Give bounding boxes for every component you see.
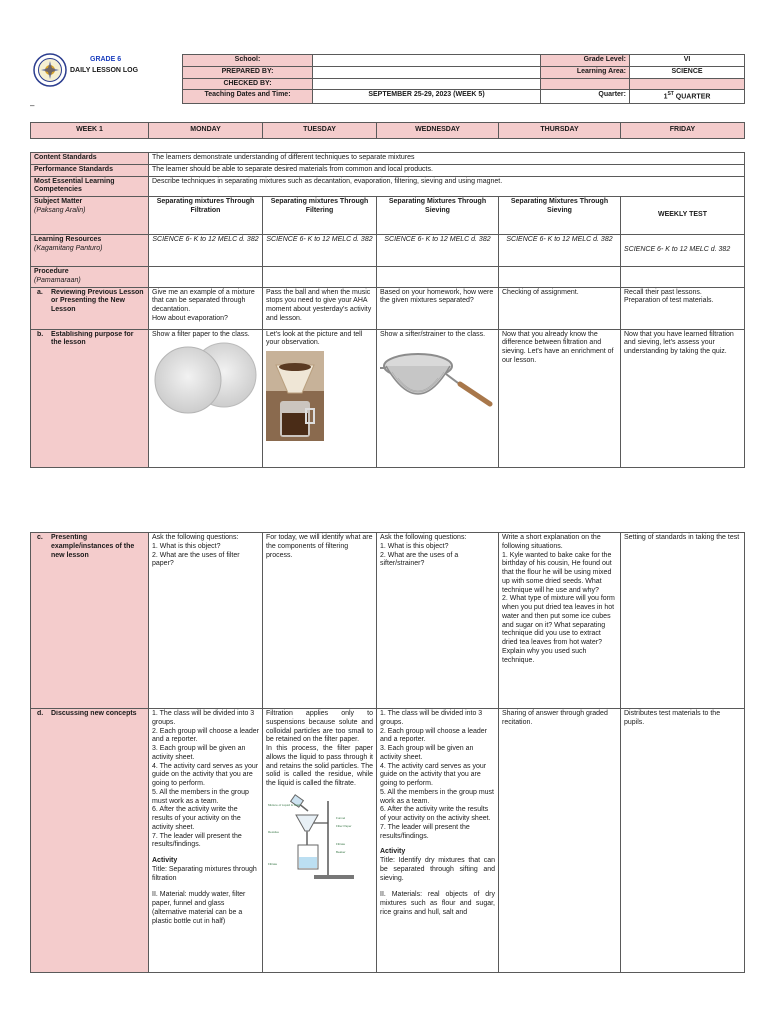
dash-mark: – <box>30 101 35 110</box>
subject-friday: WEEKLY TEST <box>621 197 745 235</box>
day-wednesday: WEDNESDAY <box>377 123 499 139</box>
learning-resources-label: Learning Resources (Kagamitang Panturo) <box>31 235 149 267</box>
row-b-thursday: Now that you already know the difference between filtration and sieving. Let's have an enrichment of our lesson. <box>499 329 621 467</box>
row-b-wednesday: Show a sifter/strainer to the class. <box>377 329 499 467</box>
performance-standards-text: The learner should be able to separate desired materials from common and local products. <box>149 164 745 176</box>
sifter-strainer-image <box>380 342 496 414</box>
performance-standards-label: Performance Standards <box>31 164 149 176</box>
blank-value <box>630 78 745 90</box>
checked-by-label: CHECKED BY: <box>183 78 313 90</box>
lesson-table-page1 <box>30 152 745 468</box>
school-label: School: <box>183 55 313 67</box>
subject-monday: Separating mixtures Through Filtration <box>149 197 263 235</box>
diagram-label-mixture: Mixture of Liquid & Solid <box>268 802 301 807</box>
week-header-row <box>30 122 745 139</box>
log-title: DAILY LESSON LOG <box>70 67 139 74</box>
row-a-wednesday: Based on your homework, how were the given mixtures separated? <box>377 287 499 329</box>
diagram-label-filter-paper: Filter Paper <box>336 823 352 828</box>
teaching-dates-value: SEPTEMBER 25-29, 2023 (WEEK 5) <box>313 90 541 104</box>
learning-area-label: Learning Area: <box>541 66 630 78</box>
day-friday: FRIDAY <box>621 123 745 139</box>
content-standards-label: Content Standards <box>31 153 149 165</box>
subject-wednesday: Separating Mixtures Through Sieving <box>377 197 499 235</box>
deped-seal-logo <box>33 53 67 92</box>
prepared-by-value <box>313 66 541 78</box>
quarter-label: Quarter: <box>541 90 630 104</box>
diagram-label-funnel: Funnel <box>336 815 346 820</box>
resources-wednesday: SCIENCE 6- K to 12 MELC d. 382 <box>377 235 499 267</box>
subject-thursday: Separating Mixtures Through Sieving <box>499 197 621 235</box>
row-a-tuesday: Pass the ball and when the music stops you need to give your AHA moment about yesterday's activity and lesson. <box>263 287 377 329</box>
day-tuesday: TUESDAY <box>263 123 377 139</box>
grade-level-value: VI <box>630 55 745 67</box>
diagram-label-filtrate-bottom: Filtrate <box>268 861 278 866</box>
week-label: WEEK 1 <box>31 123 149 139</box>
diagram-label-residue: Residue <box>268 829 280 834</box>
row-a-friday: Recall their past lessons. Preparation of test materials. <box>621 287 745 329</box>
row-c-friday: Setting of standards in taking the test <box>621 533 745 709</box>
resources-tuesday: SCIENCE 6- K to 12 MELC d. 382 <box>263 235 377 267</box>
diagram-label-filtrate: Filtrate <box>336 841 346 846</box>
resources-thursday: SCIENCE 6- K to 12 MELC d. 382 <box>499 235 621 267</box>
lesson-table-page2 <box>30 532 745 973</box>
row-c-thursday: Write a short explanation on the following situations. 1. Kyle wanted to bake cake for the birthday of his cousin, He found out that the flour he will be using mixed up with some dried seeds. What technique will he use and why? 2. What type of mixture will you form when you put dried tea leaves in hot water and then put some ice cubes and sugar on it? What separating technique did you use to extract dried tea leaves from hot water? Explain why you used such technique. <box>499 533 621 709</box>
school-value <box>313 55 541 67</box>
row-d-monday: 1. The class will be divided into 3 groups. 2. Each group will choose a leader and a reporter. 3. Each group will be given an activity sheet. 4. The activity card serves as your guide on the activity that you are going to perform. 5. All the members in the group must work as a team. 6. After the activity write the results of your activity on the activity sheet. 7. The leader will present the results/findings. Activity Title: Separating mixtures through filtration II. Material: muddy water, filter paper, funnel and glass (alternative material can be a plastic bottle cut in half) <box>149 709 263 973</box>
row-c-wednesday: Ask the following questions: 1. What is this object? 2. What are the uses of a sifter/strainer? <box>377 533 499 709</box>
content-standards-text: The learners demonstrate understanding of different techniques to separate mixtures <box>149 153 745 165</box>
row-d-wednesday: 1. The class will be divided into 3 groups. 2. Each group will choose a leader and a reporter. 3. Each group will be given an activity sheet. 4. The activity card serves as your guide on the activity that you are going to perform. 5. All the members in the group must work as a team. 6. After the activity write the results of your activity on the activity sheet. 7. The leader will present the results/findings. Activity Title: Identify dry mixtures that can be separated through sifting and sieving. II. Materials: real objects of dry mixtures such as flour and sugar, rice grains and hull, salt and <box>377 709 499 973</box>
quarter-value: 1ST QUARTER <box>630 90 745 104</box>
row-b-tuesday: Let's look at the picture and tell your observation. <box>263 329 377 467</box>
melc-text: Describe techniques in separating mixtures such as decantation, evaporation, filtering, sieving and using magnet. <box>149 176 745 197</box>
day-monday: MONDAY <box>149 123 263 139</box>
learning-area-value: SCIENCE <box>630 66 745 78</box>
header-table <box>182 54 745 104</box>
row-c-label: c. Presenting example/instances of the new lesson <box>31 533 149 709</box>
grade-level-label: Grade Level: <box>541 55 630 67</box>
diagram-label-beaker: Beaker <box>336 849 346 854</box>
row-d-label: d. Discussing new concepts <box>31 709 149 973</box>
row-d-friday: Distributes test materials to the pupils. <box>621 709 745 973</box>
coffee-filter-image <box>266 351 324 441</box>
teaching-dates-label: Teaching Dates and Time: <box>183 90 313 104</box>
melc-label: Most Essential Learning Competencies <box>31 176 149 197</box>
procedure-label: Procedure (Pamamaraan) <box>31 267 149 288</box>
row-a-monday: Give me an example of a mixture that can be separated through decantation. How about evaporation? <box>149 287 263 329</box>
row-b-monday: Show a filter paper to the class. <box>149 329 263 467</box>
resources-friday: SCIENCE 6- K to 12 MELC d. 382 <box>621 235 745 267</box>
prepared-by-label: PREPARED BY: <box>183 66 313 78</box>
filter-paper-image <box>152 342 260 414</box>
row-a-thursday: Checking of assignment. <box>499 287 621 329</box>
blank-label <box>541 78 630 90</box>
row-a-label: a. Reviewing Previous Lesson or Presenting the New Lesson <box>31 287 149 329</box>
row-c-monday: Ask the following questions: 1. What is this object? 2. What are the uses of filter paper? <box>149 533 263 709</box>
subject-matter-label: Subject Matter (Paksang Aralin) <box>31 197 149 235</box>
row-d-thursday: Sharing of answer through graded recitation. <box>499 709 621 973</box>
row-b-friday: Now that you have learned filtration and sieving, let's assess your understanding by taking the quiz. <box>621 329 745 467</box>
resources-monday: SCIENCE 6- K to 12 MELC d. 382 <box>149 235 263 267</box>
filtration-diagram <box>266 793 366 881</box>
day-thursday: THURSDAY <box>499 123 621 139</box>
row-d-tuesday: Filtration applies only to suspensions because solute and colloidal particles are too small to be retained on the filter paper. In this process, the filter paper allows the liquid to pass through it and retains the solid particles. The solid is called the residue, while the liquid is called the filtrate. Mixture of Liquid & Solid Funnel Residue Filter Paper Filtrate Beaker Filtrate <box>263 709 377 973</box>
row-b-label: b. Establishing purpose for the lesson <box>31 329 149 467</box>
row-c-tuesday: For today, we will identify what are the components of filtering process. <box>263 533 377 709</box>
checked-by-value <box>313 78 541 90</box>
grade-label: GRADE 6 <box>90 56 122 63</box>
subject-tuesday: Separating mixtures Through Filtering <box>263 197 377 235</box>
